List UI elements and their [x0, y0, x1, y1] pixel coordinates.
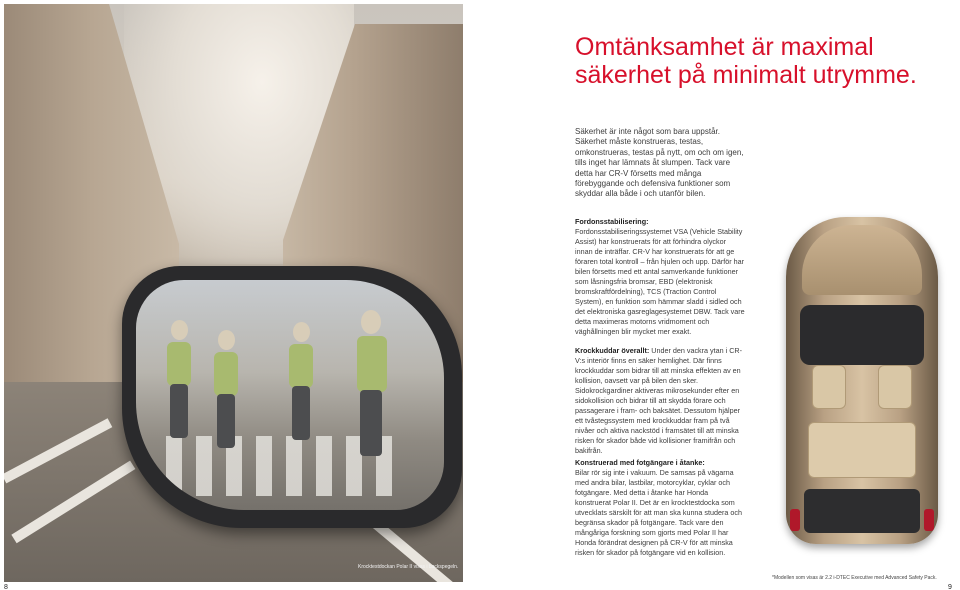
rear-bench [808, 422, 916, 478]
intro-paragraph: Säkerhet är inte något som bara uppstår. Säkerhet måste konstrueras, testas, omkonstrueras, testas på nytt, om och om igen, tills inget har lämnats åt slumpen. Tack vare detta har CR-V försetts med många förebyggande och defensiva funktioner som skyddar alla både i och utanför bilen. [575, 127, 744, 199]
page-number-right: 9 [948, 584, 952, 590]
car-dashboard [800, 305, 924, 365]
car-top-view-image [786, 217, 938, 544]
page-number-left: 8 [4, 584, 8, 590]
footnote: *Modellen som visas är 2.2 i-DTEC Executive med Advanced Safety Pack. [772, 575, 937, 581]
front-seat-right [878, 365, 912, 409]
car-hood [802, 225, 922, 295]
section-heading: Konstruerad med fotgängare i åtanke: [575, 458, 705, 467]
page-headline: Omtänksamhet är maximal säkerhet på minimalt utrymme. [575, 33, 917, 89]
street-photo [4, 4, 463, 582]
section-body: Fordonsstabiliseringssystemet VSA (Vehicle Stability Assist) har konstruerats för att förhindra olyckor innan de inträffar. CR-V har konstruerats för att ge föraren total kontroll – från hjulen och upp. Därför har bilen försetts med ett antal samverkande funktioner som låsningsfria bromsar, EBD (elektronisk bromskraftfördelning), TCS (Traction Control System), en funktion som hämmar sladd i sidled och det elektroniska gasreglagesystemet DBW. Tack vare detta maximeras motorns vridmoment och väghållningen blir mycket mer exakt. [575, 227, 745, 336]
side-mirror [122, 266, 462, 528]
section-vehicle-stability [575, 217, 745, 337]
section-body: Bilar rör sig inte i vakuum. De samsas på vägarna med andra bilar, lastbilar, motorcyklar, cyklar och fotgängare. Med detta i åtanke har Honda konstruerat Polar II. Det är en krocktestdocka som utvecklats särskilt för att man ska kunna studera och begränsa skador på fotgängare. Tack vare den mångåriga forskning som gjorts med Polar II har Honda förändrat designen på CR-V för att minska risken för skador på fotgängare vid en kollision. [575, 468, 742, 557]
tail-light-left [790, 509, 800, 531]
crash-test-dummy [164, 320, 194, 440]
tail-light-right [924, 509, 934, 531]
front-seat-left [812, 365, 846, 409]
crash-test-dummy [211, 330, 241, 450]
section-heading: Krockkuddar överallt: [575, 346, 650, 355]
section-heading: Fordonsstabilisering: [575, 217, 649, 226]
section-pedestrian-safety [575, 458, 745, 558]
crash-test-dummy [354, 310, 390, 460]
section-body: Under den vackra ytan i CR-V:s interiör finns en säker hemlighet. Där finns krockkuddar som bidrar till att minska effekten av en kollision, oavsett var på bilen den sker. Sidokrockgardiner aktiveras mikrosekunder efter en sidokollision och bidrar till att skydda förare och passagerare i fram- och baksätet. Dessutom hjälper ett tvåstegssystem med krockkuddar fram på två nivåer och aktiva nackstöd i framsätet till att minska risken för skador både vid kollisioner framifrån och bakifrån. [575, 346, 742, 455]
car-trunk [804, 489, 920, 533]
section-airbags [575, 346, 745, 456]
mirror-glass [136, 280, 444, 510]
crash-test-dummy [286, 322, 316, 442]
photo-caption: Krocktestdockan Polar II visas i backspegeln. [358, 564, 459, 570]
